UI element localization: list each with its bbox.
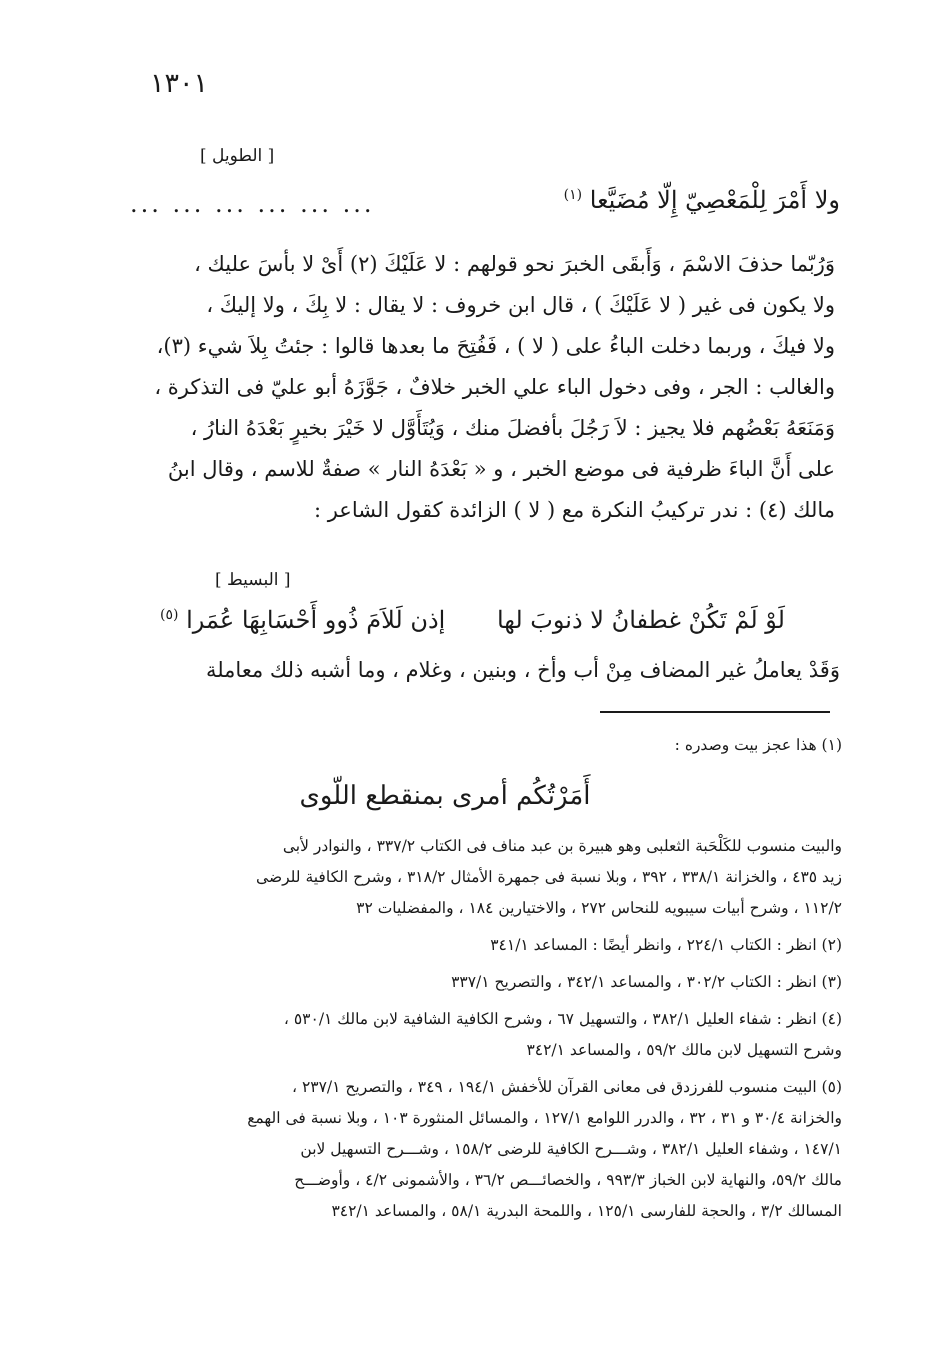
main-line: على أَنَّ الباءَ ظرفية فى موضع الخبر ، و « بَعْدَهُ النار » صفةٌ للاسم ، وقال ابنُ: [167, 457, 835, 481]
verse-2-left-text: إذن لَلاَمَ ذُوو أَحْسَابِهَا عُمَرا: [186, 606, 446, 634]
main-paragraph: [125, 244, 835, 531]
footnote-1-line: ١١٢/٢ ، وشرح أبيات سيبويه للنحاس ٢٧٢ ، والاختيارين ١٨٤ ، والمفضليات ٣٢: [356, 899, 842, 917]
footnote-5-line: ١٤٧/١ ، وشفاء العليل ٣٨٢/١ ، وشـــرح الكافية للرضى ١٥٨/٢ ، وشـــرح التسهيل لابن: [300, 1140, 842, 1158]
meter-label-tawil: [ الطويل ]: [200, 146, 275, 166]
verse-2: [130, 606, 840, 646]
verse-2-left-hemistich: [160, 606, 445, 634]
main-line: وَمَنَعَهُ بَعْضُهم فلا يجيز : لاَ رَجُلَ بأفضلَ منك ، وَيُتَأَوَّل لا خَيْرَ بخيرٍ بَعْدَهُ النارُ ،: [190, 416, 835, 440]
verse-1: [130, 186, 840, 226]
footnote-2: (٢) انظر : الكتاب ٢٢٤/١ ، وانظر أيضًا : المساعد ٣٤١/١: [490, 936, 842, 954]
footnote-1-verse: أَمَرْتُكُم أمرى بمنقطع اللّوى: [299, 781, 591, 811]
main-line: وَرُبّما حذفَ الاسْمَ ، وَأَبقَى الخبرَ نحو قولهم : لا عَلَيْكَ (٢) أَىْ لا بأسَ عليك ،: [194, 252, 835, 276]
footnotes: [128, 730, 842, 1227]
verse-1-right-hemistich: [564, 186, 840, 214]
footnote-separator: [600, 711, 830, 713]
continuation-line: وَقَدْ يعاملُ غير المضاف مِنْ أب وأخ ، وبنين ، وغلام ، وما أشبه ذلك معاملة: [205, 658, 840, 682]
footnote-1-line: زيد ٤٣٥ ، والخزانة ٣٣٨/١ ، ٣٩٢ ، وبلا نسبة فى جمهرة الأمثال ٣١٨/٢ ، وشرح الكافية للرضى: [256, 868, 842, 886]
footnote-5-line: (٥) البيت منسوب للفرزدق فى معانى القرآن للأخفش ١٩٤/١ ، ٣٤٩ ، والتصريح ٢٣٧/١ ،: [292, 1078, 842, 1096]
page-number: ١٣٠١: [150, 68, 209, 99]
main-line: والغالب : الجر ، وفى دخول الباء علي الخبر خلافٌ ، جَوَّزَهُ أبو عليّ فى التذكرة ،: [154, 375, 835, 399]
footnote-5-line: والخزانة ٣٠/٤ و ٣١ ، ٣٢ ، والدرر اللوامع ١٢٧/١ ، والمسائل المنثورة ١٠٣ ، وبلا نسبة فى الهمع: [247, 1109, 842, 1127]
main-line: ولا فيكَ ، وربما دخلت الباءُ على ( لا ) ، فَفُتِحَ ما بعدها قالوا : جئتُ بِلاَ شيء (٣)،: [156, 334, 835, 358]
footnote-5-line: مالك ٥٩/٢، والنهاية لابن الخباز ٩٩٣/٣ ، والخصائـــص ٣٦/٢ ، والأشمونى ٤/٢ ، وأوضـــح: [294, 1171, 842, 1189]
main-line: مالك (٤) : ندر تركيبُ النكرة مع ( لا ) الزائدة كقول الشاعر :: [313, 498, 835, 522]
footnote-4-line: (٤) انظر : شفاء العليل ٣٨٢/١ ، والتسهيل ٦٧ ، وشرح الكافية الشافية لابن مالك ٥٣٠/١ ،: [283, 1010, 842, 1028]
footnote-ref-1: (١): [563, 187, 583, 203]
meter-label-basit: [ البسيط ]: [215, 570, 291, 590]
verse-2-right-hemistich: لَوْ لَمْ تَكُنْ غطفانُ لا ذنوبَ لها: [496, 606, 785, 634]
footnote-1-intro: (١) هذا عجز بيت وصدره :: [674, 736, 842, 754]
verse-1-text: ولا أَمْرَ لِلْمَعْصِيّ إِلّا مُضَيَّعا: [589, 186, 840, 214]
footnote-4-line: وشرح التسهيل لابن مالك ٥٩/٢ ، والمساعد ٣٤٢/١: [526, 1041, 842, 1059]
footnote-3: (٣) انظر : الكتاب ٣٠٢/٢ ، والمساعد ٣٤٢/١ ، والتصريح ٣٣٧/١: [451, 973, 842, 991]
footnote-1-line: والبيت منسوب للكَلْحَبة الثعلبى وهو هبيرة بن عبد مناف فى الكتاب ٣٣٧/٢ ، والنوادر لأبى: [282, 837, 842, 855]
main-line: ولا يكون فى غير ( لا عَلَيْكَ ) ، قال ابن خروف : لا يقال : لا بِكَ ، ولا إليكَ ،: [206, 293, 835, 317]
footnote-5-line: المسالك ٣/٢ ، والحجة للفارسى ١٢٥/١ ، واللمحة البدرية ٥٨/١ ، والمساعد ٣٤٢/١: [331, 1202, 842, 1220]
footnote-ref-5: (٥): [160, 607, 179, 623]
verse-1-left-ellipsis: ... ... ... ... ... ...: [130, 190, 375, 218]
